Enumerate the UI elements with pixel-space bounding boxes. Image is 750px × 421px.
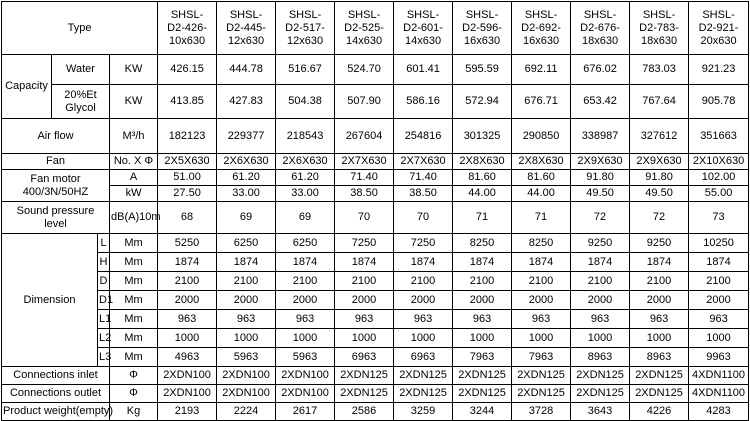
value-cell: 2XDN100 (217, 385, 276, 403)
value-cell: 6250 (217, 234, 276, 253)
value-cell: 2XDN125 (453, 367, 512, 385)
value-cell: 2XDN125 (394, 385, 453, 403)
value-cell: 2XDN100 (276, 385, 335, 403)
model-header-line: D2-601- (403, 21, 443, 34)
value-cell: 2XDN125 (394, 367, 453, 385)
value-cell: 254816 (394, 119, 453, 154)
value-cell: 44.00 (453, 186, 512, 202)
value-cell: 1874 (689, 253, 749, 272)
value-cell: 5963 (276, 348, 335, 367)
value-cell: 72 (571, 202, 630, 234)
unit-cell: kW (110, 186, 158, 202)
value-cell: 49.50 (630, 186, 689, 202)
value-cell: 4963 (158, 348, 217, 367)
model-header-line: SHSL- (583, 8, 617, 21)
value-cell: 963 (394, 310, 453, 329)
value-cell: 38.50 (335, 186, 394, 202)
value-cell: 963 (689, 310, 749, 329)
value-cell: 2X8X630 (512, 154, 571, 170)
value-cell: 8963 (630, 348, 689, 367)
model-header-line: D2-921- (698, 21, 739, 34)
value-cell: 504.38 (276, 85, 335, 119)
glycol-label-line2: Glycol (65, 101, 96, 114)
model-header-line: 14x630 (405, 34, 442, 47)
dimension-row (2, 234, 749, 253)
value-cell: 1874 (276, 253, 335, 272)
value-cell: 2000 (217, 291, 276, 310)
capacity-glycol-row (2, 85, 749, 119)
value-cell: 81.60 (453, 170, 512, 186)
model-header (630, 2, 689, 55)
value-cell: 38.50 (394, 186, 453, 202)
value-cell: 2XDN100 (158, 385, 217, 403)
model-header-line: D2-783- (639, 21, 679, 34)
dimension-key: H (98, 253, 110, 272)
value-cell: 2X5X630 (158, 154, 217, 170)
value-cell: 290850 (512, 119, 571, 154)
unit-cell: Mm (110, 329, 158, 348)
value-cell: 676.02 (571, 55, 630, 85)
value-cell: 2XDN125 (512, 367, 571, 385)
value-cell: 2XDN125 (453, 385, 512, 403)
value-cell: 2100 (394, 272, 453, 291)
model-header (217, 2, 276, 55)
value-cell: 1000 (158, 329, 217, 348)
model-header-line: SHSL- (702, 8, 735, 21)
unit-cell: Mm (110, 348, 158, 367)
model-header (158, 2, 217, 55)
value-cell: 102.00 (689, 170, 749, 186)
value-cell: 2X8X630 (453, 154, 512, 170)
value-cell: 4XDN1100 (689, 367, 749, 385)
value-cell: 229377 (217, 119, 276, 154)
model-header-line: SHSL- (642, 8, 676, 21)
unit-cell: Mm (110, 272, 158, 291)
value-cell: 1000 (394, 329, 453, 348)
connections-outlet-row (2, 385, 749, 403)
value-cell: 524.70 (335, 55, 394, 85)
value-cell: 1874 (335, 253, 394, 272)
value-cell: 1000 (217, 329, 276, 348)
value-cell: 55.00 (689, 186, 749, 202)
sound-label-line2: level (44, 217, 67, 230)
value-cell: 3643 (571, 403, 630, 421)
unit-cell: No. X Φ (110, 154, 158, 170)
fan-row (2, 154, 749, 170)
value-cell: 4283 (689, 403, 749, 421)
value-cell: 2X9X630 (630, 154, 689, 170)
value-cell: 33.00 (217, 186, 276, 202)
unit-cell: KW (110, 85, 158, 119)
unit-cell: KW (110, 55, 158, 85)
fan-motor-kw-row (2, 186, 749, 202)
unit-cell: Mm (110, 291, 158, 310)
dimension-key: D1 (98, 291, 110, 310)
model-header-line: 20x630 (700, 34, 737, 47)
value-cell: 182123 (158, 119, 217, 154)
value-cell: 783.03 (630, 55, 689, 85)
value-cell: 5963 (217, 348, 276, 367)
value-cell: 586.16 (394, 85, 453, 119)
value-cell: 2X6X630 (276, 154, 335, 170)
value-cell: 963 (276, 310, 335, 329)
value-cell: 2X9X630 (571, 154, 630, 170)
value-cell: 9250 (571, 234, 630, 253)
value-cell: 1874 (217, 253, 276, 272)
value-cell: 5250 (158, 234, 217, 253)
value-cell: 2X6X630 (217, 154, 276, 170)
sound-label-line1: Sound pressure (16, 204, 95, 217)
product-weight-label: Product weight(empty) (2, 403, 110, 421)
value-cell: 2586 (335, 403, 394, 421)
value-cell: 2100 (335, 272, 394, 291)
value-cell: 2000 (453, 291, 512, 310)
value-cell: 1874 (453, 253, 512, 272)
value-cell: 327612 (630, 119, 689, 154)
model-header (571, 2, 630, 55)
value-cell: 6250 (276, 234, 335, 253)
value-cell: 7250 (335, 234, 394, 253)
dimension-key: D (98, 272, 110, 291)
value-cell: 963 (158, 310, 217, 329)
value-cell: 2100 (630, 272, 689, 291)
model-header-line: D2-596- (462, 21, 502, 34)
value-cell: 338987 (571, 119, 630, 154)
value-cell: 71 (512, 202, 571, 234)
type-header: Type (2, 2, 158, 55)
value-cell: 8963 (571, 348, 630, 367)
model-header-line: SHSL- (347, 8, 381, 21)
value-cell: 2XDN125 (335, 385, 394, 403)
value-cell: 70 (394, 202, 453, 234)
value-cell: 2193 (158, 403, 217, 421)
value-cell: 71.40 (394, 170, 453, 186)
value-cell: 963 (512, 310, 571, 329)
value-cell: 61.20 (276, 170, 335, 186)
value-cell: 49.50 (571, 186, 630, 202)
value-cell: 905.78 (689, 85, 749, 119)
value-cell: 61.20 (217, 170, 276, 186)
value-cell: 444.78 (217, 55, 276, 85)
unit-cell: Kg (110, 403, 158, 421)
glycol-label (52, 85, 110, 119)
model-header-line: SHSL- (229, 8, 263, 21)
value-cell: 1874 (394, 253, 453, 272)
model-header-line: D2-445- (226, 21, 266, 34)
value-cell: 1000 (571, 329, 630, 348)
dimension-row (2, 310, 749, 329)
value-cell: 351663 (689, 119, 749, 154)
model-header-line: D2-517- (285, 21, 325, 34)
model-header-line: 18x630 (641, 34, 678, 47)
value-cell: 2100 (512, 272, 571, 291)
value-cell: 73 (689, 202, 749, 234)
model-header-line: SHSL- (406, 8, 440, 21)
value-cell: 2224 (217, 403, 276, 421)
value-cell: 921.23 (689, 55, 749, 85)
value-cell: 9250 (630, 234, 689, 253)
value-cell: 1874 (158, 253, 217, 272)
value-cell: 2000 (571, 291, 630, 310)
model-header-line: D2-692- (521, 21, 561, 34)
sound-row (2, 202, 749, 234)
value-cell: 2617 (276, 403, 335, 421)
value-cell: 6963 (394, 348, 453, 367)
value-cell: 2100 (453, 272, 512, 291)
connections-inlet-label: Connections inlet (2, 367, 110, 385)
value-cell: 8250 (512, 234, 571, 253)
value-cell: 2100 (217, 272, 276, 291)
connections-outlet-label: Connections outlet (2, 385, 110, 403)
value-cell: 9963 (689, 348, 749, 367)
glycol-label-line1: 20%Et (64, 88, 97, 101)
unit-cell: A (110, 170, 158, 186)
dimension-row (2, 291, 749, 310)
value-cell: 963 (571, 310, 630, 329)
unit-cell: dB(A)10m (110, 202, 158, 234)
sound-label (2, 202, 110, 234)
value-cell: 4226 (630, 403, 689, 421)
value-cell: 963 (335, 310, 394, 329)
value-cell: 7963 (512, 348, 571, 367)
value-cell: 71 (453, 202, 512, 234)
value-cell: 2000 (630, 291, 689, 310)
value-cell: 69 (217, 202, 276, 234)
model-header-line: 18x630 (582, 34, 619, 47)
model-header-line: 12x630 (228, 34, 265, 47)
model-header (276, 2, 335, 55)
value-cell: 8250 (453, 234, 512, 253)
model-header (689, 2, 749, 55)
value-cell: 426.15 (158, 55, 217, 85)
capacity-label: Capacity (2, 55, 52, 119)
value-cell: 516.67 (276, 55, 335, 85)
unit-cell: Mm (110, 253, 158, 272)
value-cell: 963 (217, 310, 276, 329)
value-cell: 3728 (512, 403, 571, 421)
dimension-key: L (98, 234, 110, 253)
value-cell: 71.40 (335, 170, 394, 186)
value-cell: 68 (158, 202, 217, 234)
unit-cell: M³/h (110, 119, 158, 154)
model-header-line: 10x630 (169, 34, 206, 47)
product-weight-row (2, 403, 749, 421)
value-cell: 413.85 (158, 85, 217, 119)
value-cell: 70 (335, 202, 394, 234)
model-header (453, 2, 512, 55)
dimension-key: L3 (98, 348, 110, 367)
value-cell: 507.90 (335, 85, 394, 119)
capacity-water-row (2, 55, 749, 85)
model-header-line: D2-525- (344, 21, 384, 34)
unit-cell: Mm (110, 310, 158, 329)
dimension-key: L1 (98, 310, 110, 329)
fan-motor-amps-row (2, 170, 749, 186)
dimension-row (2, 272, 749, 291)
water-label: Water (52, 55, 110, 85)
fan-label: Fan (2, 154, 110, 170)
model-header-line: SHSL- (288, 8, 322, 21)
value-cell: 2XDN125 (630, 367, 689, 385)
model-header-line: 14x630 (346, 34, 383, 47)
model-header (512, 2, 571, 55)
model-header-line: D2-426- (167, 21, 207, 34)
fan-motor-label-line2: 400/3N/50HZ (22, 185, 89, 198)
model-header-line: SHSL- (524, 8, 558, 21)
value-cell: 676.71 (512, 85, 571, 119)
value-cell: 2X7X630 (394, 154, 453, 170)
value-cell: 218543 (276, 119, 335, 154)
value-cell: 2000 (512, 291, 571, 310)
value-cell: 2XDN125 (630, 385, 689, 403)
value-cell: 7250 (394, 234, 453, 253)
unit-cell: Φ (110, 367, 158, 385)
value-cell: 1874 (512, 253, 571, 272)
value-cell: 963 (453, 310, 512, 329)
model-header-line: 12x630 (287, 34, 324, 47)
value-cell: 81.60 (512, 170, 571, 186)
model-header-line: D2-676- (580, 21, 620, 34)
model-header-line: SHSL- (170, 8, 204, 21)
dimension-row (2, 253, 749, 272)
airflow-row (2, 119, 749, 154)
value-cell: 2XDN100 (217, 367, 276, 385)
value-cell: 27.50 (158, 186, 217, 202)
dimension-label: Dimension (2, 234, 98, 367)
value-cell: 2XDN100 (276, 367, 335, 385)
value-cell: 2XDN100 (158, 367, 217, 385)
spec-table (1, 1, 749, 421)
value-cell: 1000 (512, 329, 571, 348)
value-cell: 1000 (630, 329, 689, 348)
dimension-row (2, 329, 749, 348)
value-cell: 1000 (276, 329, 335, 348)
model-header (335, 2, 394, 55)
fan-motor-label (2, 170, 110, 202)
value-cell: 2X7X630 (335, 154, 394, 170)
value-cell: 44.00 (512, 186, 571, 202)
value-cell: 595.59 (453, 55, 512, 85)
value-cell: 767.64 (630, 85, 689, 119)
fan-motor-label-line1: Fan motor (30, 172, 81, 185)
value-cell: 10250 (689, 234, 749, 253)
value-cell: 6963 (335, 348, 394, 367)
value-cell: 91.80 (571, 170, 630, 186)
value-cell: 2100 (571, 272, 630, 291)
airflow-label: Air flow (2, 119, 110, 154)
value-cell: 2000 (335, 291, 394, 310)
value-cell: 2100 (689, 272, 749, 291)
dimension-key: L2 (98, 329, 110, 348)
model-header-line: 16x630 (464, 34, 501, 47)
value-cell: 2000 (689, 291, 749, 310)
value-cell: 301325 (453, 119, 512, 154)
model-header-line: SHSL- (465, 8, 499, 21)
value-cell: 3244 (453, 403, 512, 421)
value-cell: 1874 (630, 253, 689, 272)
value-cell: 51.00 (158, 170, 217, 186)
value-cell: 692.11 (512, 55, 571, 85)
value-cell: 2X10X630 (689, 154, 749, 170)
value-cell: 2000 (276, 291, 335, 310)
model-header-line: 16x630 (523, 34, 560, 47)
unit-cell: Φ (110, 385, 158, 403)
dimension-row (2, 348, 749, 367)
value-cell: 1000 (335, 329, 394, 348)
header-row (2, 2, 749, 55)
value-cell: 7963 (453, 348, 512, 367)
connections-inlet-row (2, 367, 749, 385)
value-cell: 2000 (394, 291, 453, 310)
value-cell: 2XDN125 (571, 367, 630, 385)
value-cell: 2100 (158, 272, 217, 291)
value-cell: 69 (276, 202, 335, 234)
unit-cell: Mm (110, 234, 158, 253)
value-cell: 3259 (394, 403, 453, 421)
value-cell: 1000 (453, 329, 512, 348)
value-cell: 1000 (689, 329, 749, 348)
value-cell: 2XDN125 (571, 385, 630, 403)
value-cell: 427.83 (217, 85, 276, 119)
value-cell: 4XDN1100 (689, 385, 749, 403)
value-cell: 963 (630, 310, 689, 329)
value-cell: 267604 (335, 119, 394, 154)
value-cell: 2XDN125 (335, 367, 394, 385)
value-cell: 2XDN125 (512, 385, 571, 403)
model-header (394, 2, 453, 55)
value-cell: 2000 (158, 291, 217, 310)
value-cell: 33.00 (276, 186, 335, 202)
value-cell: 2100 (276, 272, 335, 291)
value-cell: 91.80 (630, 170, 689, 186)
value-cell: 1874 (571, 253, 630, 272)
value-cell: 72 (630, 202, 689, 234)
value-cell: 572.94 (453, 85, 512, 119)
value-cell: 653.42 (571, 85, 630, 119)
value-cell: 601.41 (394, 55, 453, 85)
